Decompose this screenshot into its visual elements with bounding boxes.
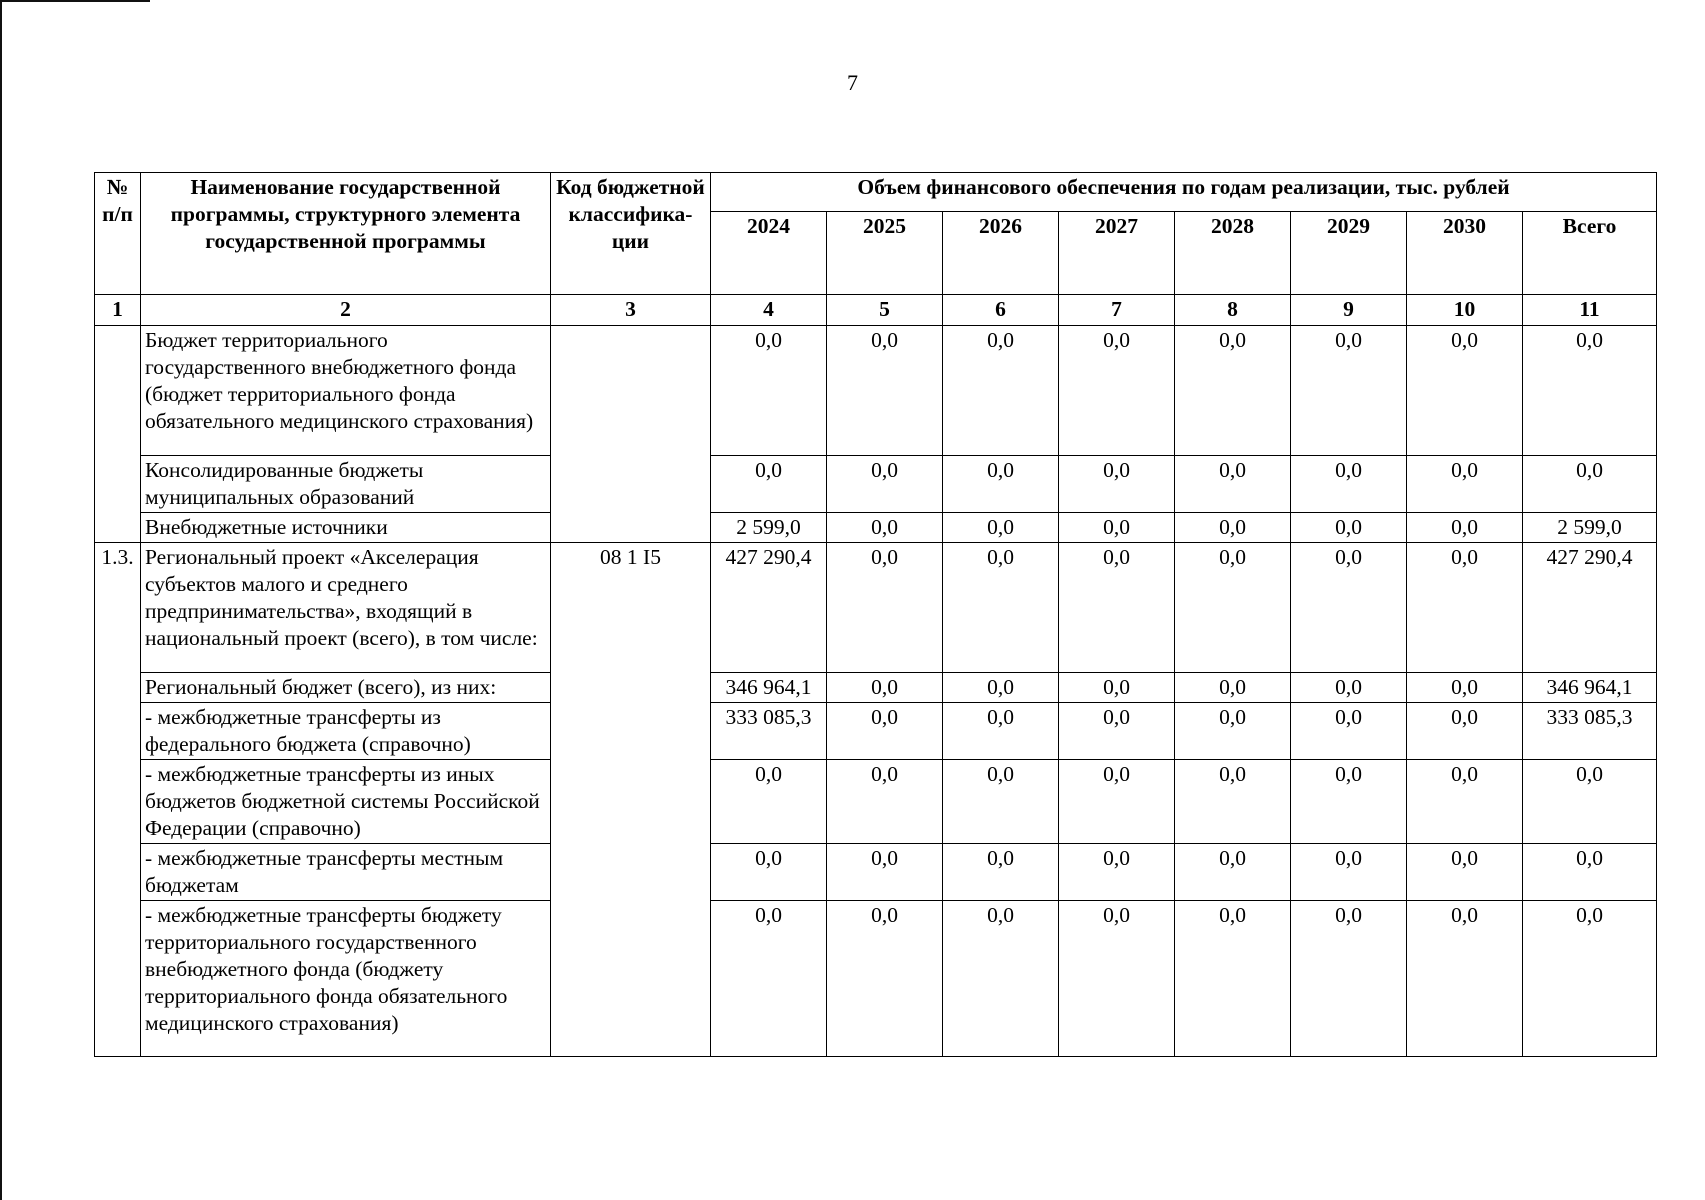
value-cell: 0,0 <box>1407 543 1523 673</box>
header-year: 2026 <box>943 212 1059 295</box>
header-year: 2027 <box>1059 212 1175 295</box>
column-number: 5 <box>827 295 943 326</box>
row-name: Региональный проект «Акселерация субъектов малого и среднего предпринимательства», входящий в национальный проект (всего), в том числе: <box>141 543 551 673</box>
table-row <box>95 543 1657 673</box>
value-cell: 0,0 <box>711 844 827 901</box>
value-cell: 0,0 <box>827 760 943 844</box>
row-name: - межбюджетные трансферты из федерального бюджета (справочно) <box>141 703 551 760</box>
row-name: - межбюджетные трансферты из иных бюджетов бюджетной системы Российской Федерации (справочно) <box>141 760 551 844</box>
value-cell: 0,0 <box>1059 513 1175 543</box>
value-cell: 0,0 <box>827 901 943 1057</box>
value-total: 0,0 <box>1523 326 1657 456</box>
value-cell: 0,0 <box>1175 844 1291 901</box>
value-cell: 0,0 <box>1059 543 1175 673</box>
header-name: Наименование государственной программы, структурного элемента государственной программы <box>141 173 551 295</box>
header-code: Код бюджетной классифика-ции <box>551 173 711 295</box>
value-cell: 0,0 <box>1291 673 1407 703</box>
value-cell: 0,0 <box>1175 326 1291 456</box>
value-cell: 0,0 <box>943 326 1059 456</box>
value-total: 427 290,4 <box>1523 543 1657 673</box>
page-number: 7 <box>847 70 858 95</box>
value-cell: 0,0 <box>1407 703 1523 760</box>
scan-edge-top <box>0 0 150 2</box>
header-year: Всего <box>1523 212 1657 295</box>
column-number: 10 <box>1407 295 1523 326</box>
value-cell: 0,0 <box>1059 901 1175 1057</box>
column-number: 3 <box>551 295 711 326</box>
value-cell: 0,0 <box>943 901 1059 1057</box>
table-row <box>95 673 1657 703</box>
value-cell: 0,0 <box>943 703 1059 760</box>
value-cell: 0,0 <box>827 844 943 901</box>
header-year: 2030 <box>1407 212 1523 295</box>
table-row <box>95 901 1657 1057</box>
table-row <box>95 326 1657 456</box>
value-cell: 0,0 <box>1407 326 1523 456</box>
budget-code <box>551 326 711 543</box>
value-cell: 333 085,3 <box>711 703 827 760</box>
value-cell: 0,0 <box>943 673 1059 703</box>
value-cell: 0,0 <box>1175 456 1291 513</box>
value-total: 333 085,3 <box>1523 703 1657 760</box>
value-cell: 0,0 <box>827 326 943 456</box>
value-cell: 0,0 <box>1175 673 1291 703</box>
column-number: 4 <box>711 295 827 326</box>
header-num: № п/п <box>95 173 141 295</box>
value-cell: 0,0 <box>827 456 943 513</box>
row-name: Бюджет территориального государственного внебюджетного фонда (бюджет территориального фонда обязательного медицинского страхования) <box>141 326 551 456</box>
value-cell: 0,0 <box>827 543 943 673</box>
header-year: 2029 <box>1291 212 1407 295</box>
column-number: 1 <box>95 295 141 326</box>
column-number: 11 <box>1523 295 1657 326</box>
header-year: 2025 <box>827 212 943 295</box>
value-cell: 0,0 <box>1175 760 1291 844</box>
value-cell: 0,0 <box>1407 513 1523 543</box>
value-cell: 0,0 <box>1291 513 1407 543</box>
value-cell: 0,0 <box>1291 543 1407 673</box>
row-name: - межбюджетные трансферты местным бюджетам <box>141 844 551 901</box>
value-cell: 0,0 <box>1059 844 1175 901</box>
row-number: 1.3. <box>95 543 141 1057</box>
value-cell: 427 290,4 <box>711 543 827 673</box>
value-cell: 0,0 <box>711 326 827 456</box>
value-cell: 0,0 <box>1059 456 1175 513</box>
value-cell: 0,0 <box>943 513 1059 543</box>
value-cell: 0,0 <box>1175 901 1291 1057</box>
row-name: Региональный бюджет (всего), из них: <box>141 673 551 703</box>
scan-edge-left <box>0 0 2 1200</box>
value-cell: 0,0 <box>1175 513 1291 543</box>
row-name: Консолидированные бюджеты муниципальных образований <box>141 456 551 513</box>
value-total: 346 964,1 <box>1523 673 1657 703</box>
value-cell: 0,0 <box>1407 760 1523 844</box>
value-total: 2 599,0 <box>1523 513 1657 543</box>
header-year: 2028 <box>1175 212 1291 295</box>
value-cell: 0,0 <box>827 513 943 543</box>
column-number: 8 <box>1175 295 1291 326</box>
column-number: 7 <box>1059 295 1175 326</box>
value-cell: 0,0 <box>827 673 943 703</box>
value-cell: 0,0 <box>1291 760 1407 844</box>
row-name: - межбюджетные трансферты бюджету территориального государственного внебюджетного фонда (бюджету территориального фонда обязательного медицинского страхования) <box>141 901 551 1057</box>
value-cell: 0,0 <box>1175 703 1291 760</box>
table-row <box>95 703 1657 760</box>
header-finance-group: Объем финансового обеспечения по годам реализации, тыс. рублей <box>711 173 1657 212</box>
value-cell: 0,0 <box>943 760 1059 844</box>
value-cell: 0,0 <box>711 456 827 513</box>
table-row <box>95 844 1657 901</box>
value-cell: 0,0 <box>943 456 1059 513</box>
table-row <box>95 456 1657 513</box>
value-cell: 0,0 <box>1059 673 1175 703</box>
value-cell: 0,0 <box>711 901 827 1057</box>
financing-table <box>94 172 1657 1057</box>
value-total: 0,0 <box>1523 844 1657 901</box>
value-cell: 0,0 <box>1291 326 1407 456</box>
value-cell: 346 964,1 <box>711 673 827 703</box>
value-cell: 0,0 <box>1407 844 1523 901</box>
column-number: 2 <box>141 295 551 326</box>
header-year: 2024 <box>711 212 827 295</box>
row-number <box>95 326 141 543</box>
table-row <box>95 760 1657 844</box>
table-row <box>95 513 1657 543</box>
value-cell: 0,0 <box>1175 543 1291 673</box>
value-cell: 0,0 <box>1291 456 1407 513</box>
column-number: 6 <box>943 295 1059 326</box>
value-cell: 0,0 <box>1059 703 1175 760</box>
value-cell: 0,0 <box>1407 901 1523 1057</box>
budget-code: 08 1 I5 <box>551 543 711 1057</box>
value-cell: 0,0 <box>1291 703 1407 760</box>
value-total: 0,0 <box>1523 760 1657 844</box>
value-cell: 0,0 <box>1291 901 1407 1057</box>
value-cell: 0,0 <box>827 703 943 760</box>
value-cell: 0,0 <box>943 543 1059 673</box>
value-cell: 0,0 <box>1291 844 1407 901</box>
value-cell: 0,0 <box>1059 760 1175 844</box>
column-number: 9 <box>1291 295 1407 326</box>
value-cell: 0,0 <box>1407 673 1523 703</box>
value-total: 0,0 <box>1523 456 1657 513</box>
value-cell: 0,0 <box>943 844 1059 901</box>
value-cell: 2 599,0 <box>711 513 827 543</box>
row-name: Внебюджетные источники <box>141 513 551 543</box>
value-cell: 0,0 <box>1407 456 1523 513</box>
value-total: 0,0 <box>1523 901 1657 1057</box>
value-cell: 0,0 <box>711 760 827 844</box>
value-cell: 0,0 <box>1059 326 1175 456</box>
